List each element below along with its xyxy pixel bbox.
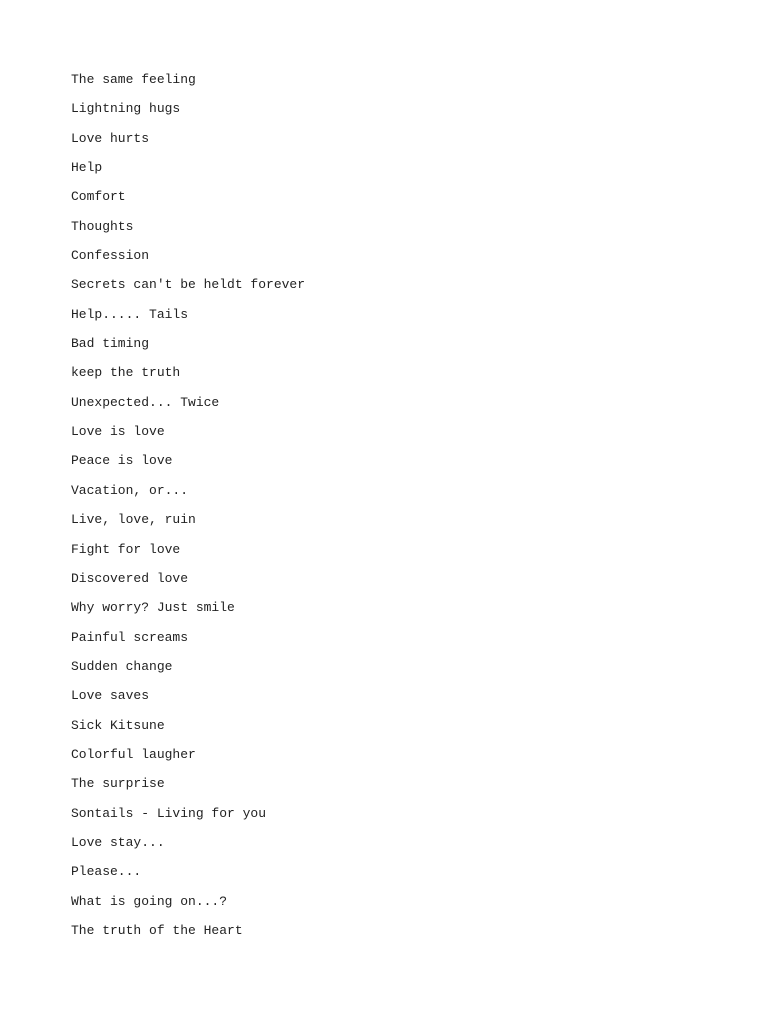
chapter-title: Why worry? Just smile: [71, 600, 235, 616]
chapter-title: Vacation, or...: [71, 482, 189, 498]
chapter-title: Fight for love: [71, 541, 181, 557]
chapter-title: Confession: [71, 248, 150, 264]
chapter-title: Help..... Tails: [71, 306, 189, 322]
chapter-title: The truth of the Heart: [71, 922, 243, 938]
chapter-title: Love hurts: [71, 130, 150, 146]
chapter-title: Love stay...: [71, 834, 165, 850]
chapter-title: Love is love: [71, 424, 165, 440]
chapter-title: Discovered love: [71, 570, 189, 586]
document-page: [71, 71, 711, 951]
chapter-title: Unexpected... Twice: [71, 394, 220, 410]
chapter-title: Lightning hugs: [71, 101, 181, 117]
chapter-list: [71, 71, 711, 951]
chapter-title: Painful screams: [71, 629, 189, 645]
chapter-title: Sick Kitsune: [71, 717, 165, 733]
chapter-title: Thoughts: [71, 218, 134, 234]
chapter-title: Comfort: [71, 189, 126, 205]
chapter-title: Sudden change: [71, 658, 173, 674]
chapter-title: Peace is love: [71, 453, 173, 469]
chapter-title: Colorful laugher: [71, 746, 196, 762]
chapter-title: Bad timing: [71, 336, 150, 352]
chapter-title: The same feeling: [71, 72, 196, 87]
chapter-title: Live, love, ruin: [71, 512, 196, 528]
chapter-title: keep the truth: [71, 365, 181, 381]
chapter-title: The surprise: [71, 776, 165, 792]
chapter-title: Sontails - Living for you: [71, 805, 267, 821]
chapter-title: Love saves: [71, 688, 150, 704]
chapter-title: Secrets can't be heldt forever: [71, 277, 306, 293]
chapter-title: Please...: [71, 864, 142, 880]
chapter-title: Help: [71, 160, 103, 176]
chapter-title: What is going on...?: [71, 893, 228, 909]
